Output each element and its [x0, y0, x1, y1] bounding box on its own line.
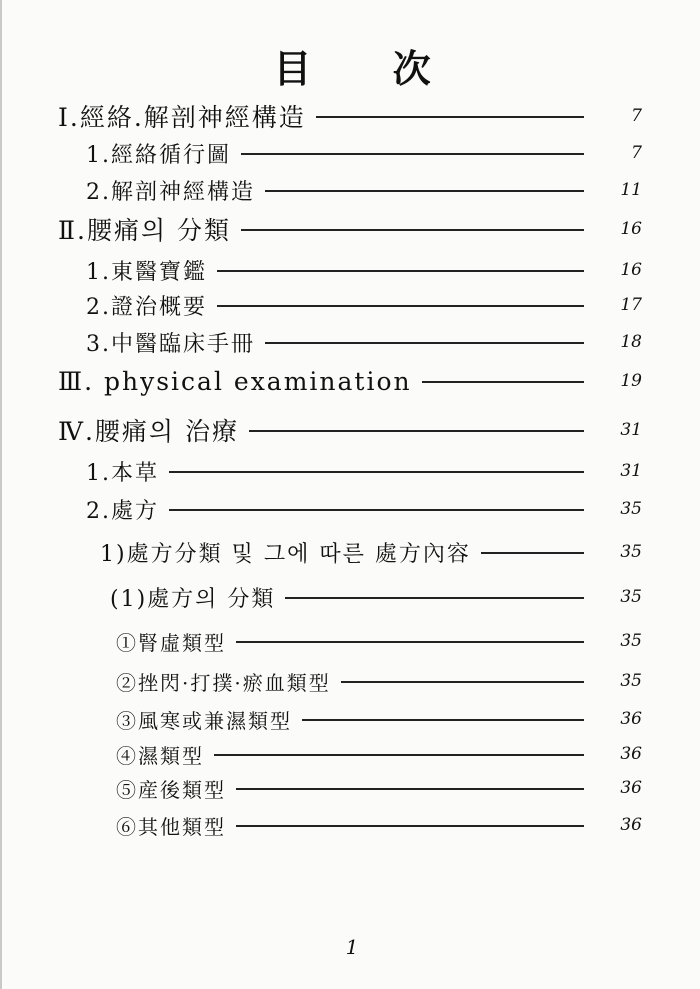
toc-entry	[116, 771, 642, 805]
toc-entry-label: ⑤産後類型	[116, 777, 226, 802]
toc-entry-page: 31	[620, 461, 642, 481]
toc-entry	[110, 580, 642, 614]
toc-entry	[116, 702, 642, 736]
toc-entry-label: Ⅲ. physical examination	[58, 366, 412, 396]
toc-entry	[100, 535, 642, 569]
page-title: 目 次	[273, 46, 465, 91]
leader-line	[236, 825, 584, 827]
toc-entry-label: Ⅱ.腰痛의 分類	[58, 216, 232, 245]
toc-entry-label: Ⅳ.腰痛의 治療	[58, 417, 240, 446]
toc-entry	[86, 136, 642, 170]
leader-line	[169, 471, 584, 473]
toc-entry	[86, 454, 642, 488]
leader-line	[241, 153, 584, 155]
toc-entry-page: 18	[620, 332, 642, 352]
toc-entry-page: 35	[620, 587, 642, 607]
toc-entry	[86, 253, 642, 287]
toc-entry-page: 36	[620, 815, 642, 835]
footer-page-number: 1	[345, 935, 359, 959]
toc-entry	[116, 737, 642, 771]
toc-entry-label: 1)處方分類 및 그에 따른 處方內容	[100, 541, 471, 567]
toc-entry-label: 3.中醫臨床手冊	[86, 331, 255, 357]
toc-entry-page: 7	[631, 143, 642, 163]
toc-entry-label: ④濕類型	[116, 743, 204, 768]
toc-entry	[86, 492, 642, 526]
leader-line	[481, 552, 584, 554]
toc-entry	[116, 664, 642, 698]
toc-entry-label: Ⅰ.經絡.解剖神經構造	[58, 103, 306, 132]
leader-line	[316, 116, 584, 118]
toc-entry-page: 35	[620, 631, 642, 651]
toc-entry-page: 16	[620, 260, 642, 280]
leader-line	[241, 229, 584, 231]
leader-line	[265, 342, 584, 344]
leader-line	[285, 597, 584, 599]
toc-entry-label: 2.解剖神經構造	[86, 179, 255, 205]
toc-entry	[58, 99, 642, 133]
toc-entry-label: (1)處方의 分類	[110, 586, 276, 612]
toc-entry-page: 35	[620, 542, 642, 562]
toc-entry	[58, 364, 642, 398]
toc-entry-label: 1.本草	[86, 460, 159, 486]
toc-entry-page: 36	[620, 709, 642, 729]
toc-entry-label: ②挫閃·打撲·瘀血類型	[116, 670, 331, 695]
toc-entry-page: 16	[620, 219, 642, 239]
toc-entry-page: 7	[631, 106, 642, 126]
leader-line	[169, 509, 584, 511]
toc-entry-page: 19	[620, 371, 642, 391]
toc-entry	[58, 212, 642, 246]
toc-entry	[86, 173, 642, 207]
toc-entry-page: 35	[620, 671, 642, 691]
toc-entry	[58, 413, 642, 447]
toc-entry-page: 35	[620, 499, 642, 519]
toc-entry-label: 1.經絡循行圖	[86, 142, 231, 168]
leader-line	[214, 754, 584, 756]
toc-entry	[116, 808, 642, 842]
toc-entry	[86, 325, 642, 359]
leader-line	[302, 719, 584, 721]
leader-line	[217, 270, 584, 272]
toc-entry-page: 11	[620, 180, 642, 200]
toc-entry-label: 1.東醫寶鑑	[86, 259, 207, 285]
toc-entry-label: ③風寒或兼濕類型	[116, 708, 292, 733]
toc-entry-page: 36	[620, 744, 642, 764]
leader-line	[236, 641, 584, 643]
toc-entry	[116, 624, 642, 658]
toc-entry-page: 31	[620, 420, 642, 440]
leader-line	[249, 430, 584, 432]
leader-line	[265, 190, 584, 192]
toc-entry-label: ①腎虛類型	[116, 630, 226, 655]
toc-entry-page: 17	[620, 295, 642, 315]
toc-entry-label: 2.處方	[86, 498, 159, 524]
leader-line	[217, 305, 584, 307]
leader-line	[341, 681, 584, 683]
toc-entry-label: ⑥其他類型	[116, 814, 226, 839]
toc-entry	[86, 288, 642, 322]
toc-entry-page: 36	[620, 778, 642, 798]
leader-line	[236, 788, 584, 790]
toc-entry-label: 2.證治概要	[86, 294, 207, 320]
leader-line	[422, 381, 584, 383]
